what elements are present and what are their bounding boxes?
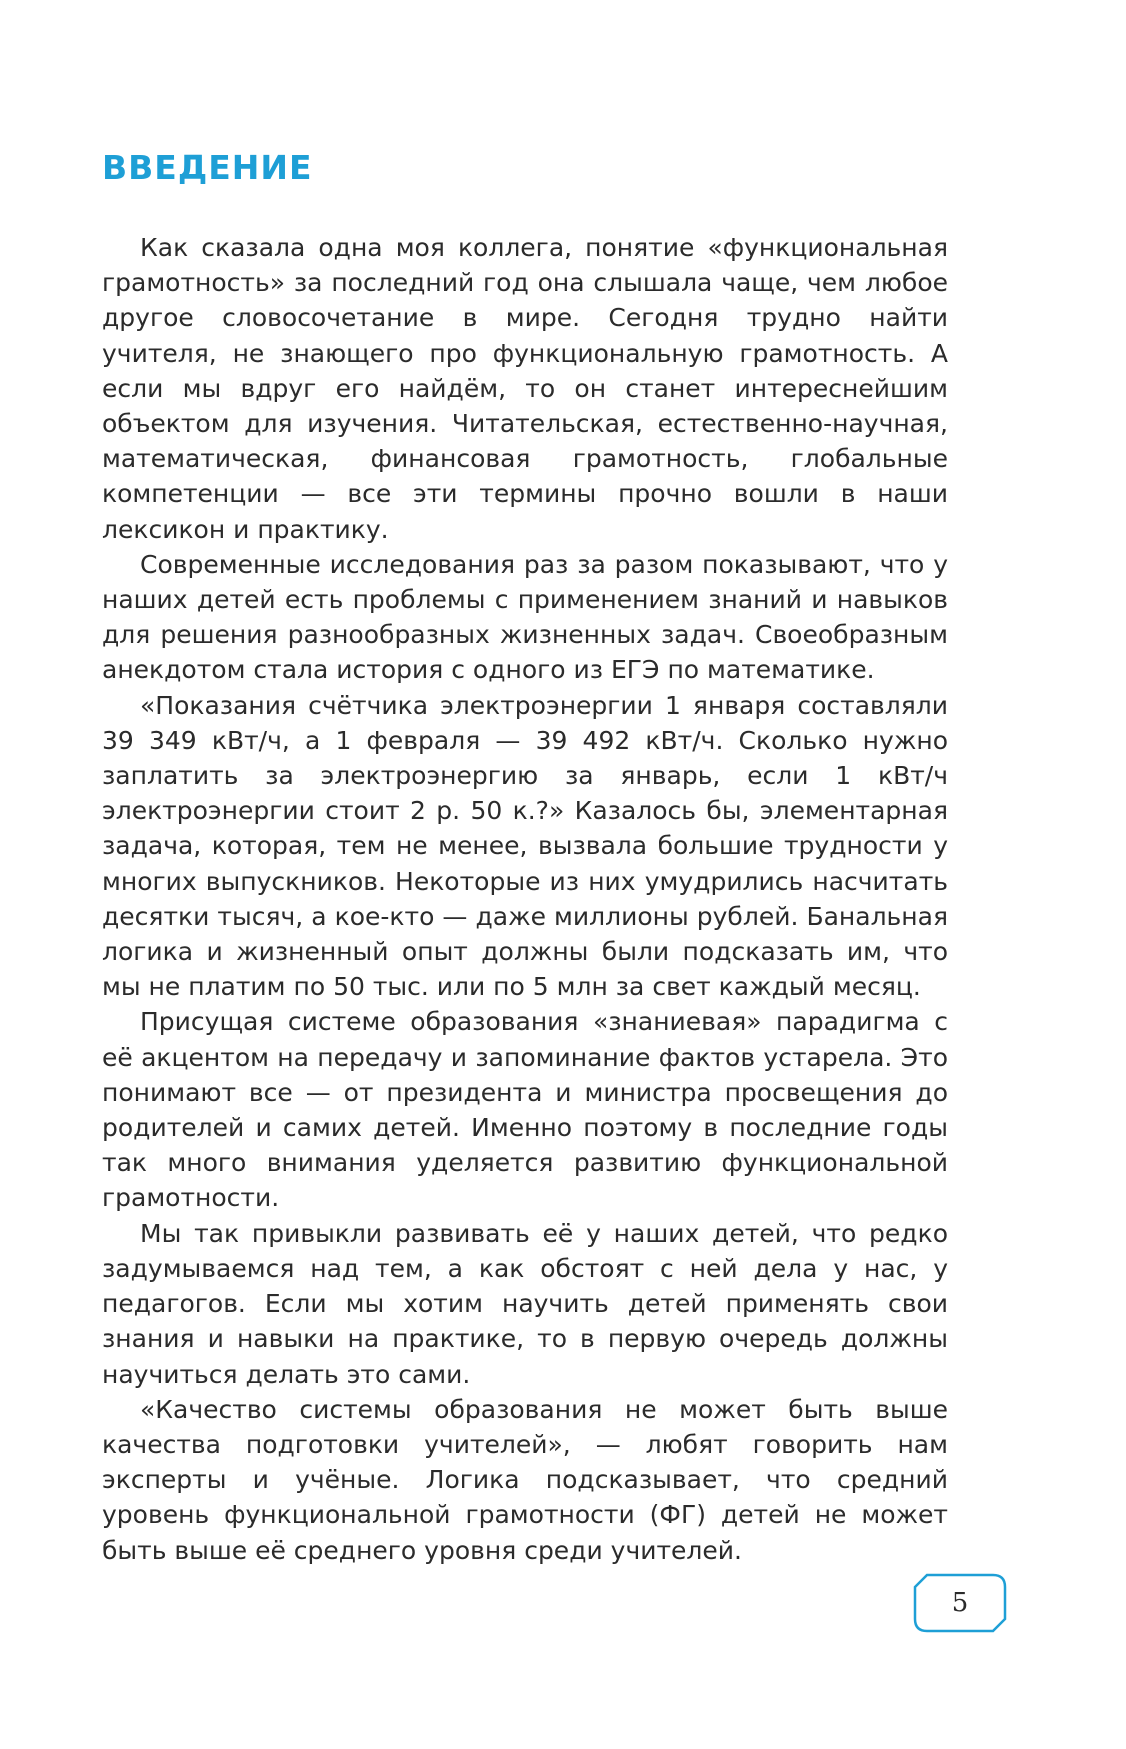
- paragraph-1: Как сказала одна моя коллега, понятие «функциональная грамотность» за последний год она слышала чаще, чем любое другое словосочетание в мире. Сегодня трудно найти учителя, не знающего про функциональную грамотность. А если мы вдруг его найдём, то он станет интереснейшим объектом для изучения. Читательская, естественно-научная, математическая, финансовая грамотность, глобальные компетенции — все эти термины прочно вошли в наши лексикон и практику.: [102, 233, 948, 544]
- paragraph-3: «Показания счётчика электроэнергии 1 января составляли 39 349 кВт/ч, а 1 февраля — 39 492 кВт/ч. Сколько нужно заплатить за электроэнергию за январь, если 1 кВт/ч электроэнергии стоит 2 р. 50 к.?» Казалось бы, элементарная задача, которая, тем не менее, вызвала большие трудности у многих выпускников. Некоторые из них умудрились насчитать десятки тысяч, а кое-кто — даже миллионы рублей. Банальная логика и жизненный опыт должны были подсказать им, что мы не платим по 50 тыс. или по 5 млн за свет каждый месяц.: [102, 690, 948, 1002]
- body-text: [102, 230, 948, 1568]
- page-number: 5: [951, 1588, 969, 1618]
- paragraph-4: Присущая системе образования «знаниевая» парадигма с её акцентом на передачу и запоминание фактов устарела. Это понимают все — от президента и министра просвещения до родителей и самих детей. Именно поэтому в последние годы так много внимания уделяется развитию функциональной грамотности.: [102, 1007, 948, 1213]
- paragraph-5: Мы так привыкли развивать её у наших детей, что редко задумываемся над тем, а как обстоят с ней дела у нас, у педагогов. Если мы хотим научить детей применять свои знания и навыки на практике, то в первую очередь должны научиться делать это сами.: [102, 1218, 948, 1389]
- paragraph-2: Современные исследования раз за разом показывают, что у наших детей есть проблемы с применением знаний и навыков для решения разнообразных жизненных задач. Своеобразным анекдотом стала история с одного из ЕГЭ по математике.: [102, 549, 948, 685]
- paragraph-6: «Качество системы образования не может быть выше качества подготовки учителей», — любят говорить нам эксперты и учёные. Логика подсказывает, что средний уровень функциональной грамотности (ФГ) детей не может быть выше её среднего уровня среди учителей.: [102, 1394, 948, 1565]
- section-heading: ВВЕДЕНИЕ: [102, 148, 313, 187]
